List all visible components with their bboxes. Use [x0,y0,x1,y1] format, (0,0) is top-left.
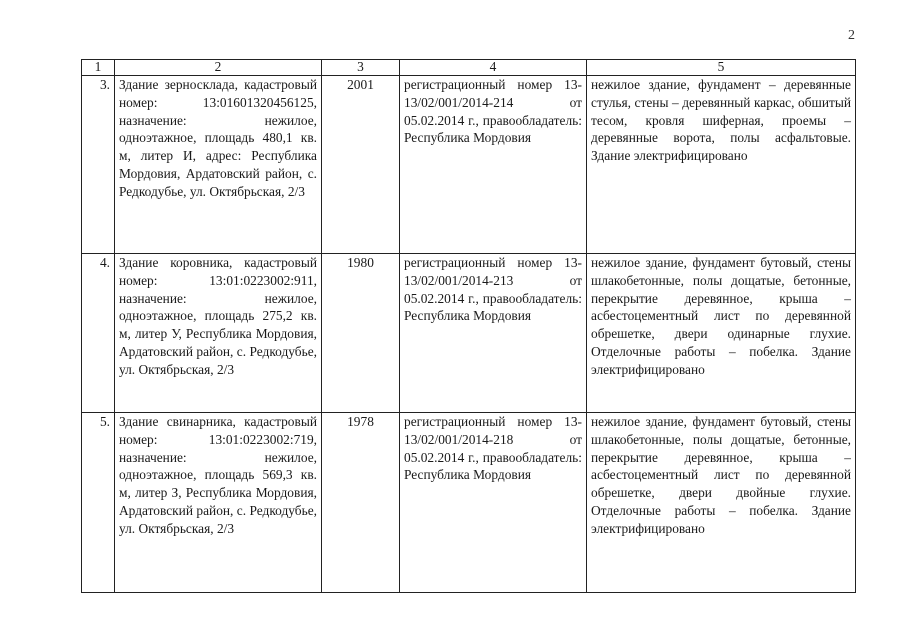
column-header-2: 2 [115,60,322,76]
registration-info: регистрационный номер 13-13/02/001/2014-218 от 05.02.2014 г., правообладатель: Республика Мордовия [400,413,587,593]
page-number: 2 [848,28,855,43]
column-header-5: 5 [587,60,856,76]
table-row [82,76,856,254]
table-row [82,413,856,593]
object-description: Здание коровника, кадастровый номер: 13:01:0223002:911, назначение: нежилое, одноэтажное, площадь 275,2 кв. м, литер У, Республика Мордовия, Ардатовский район, с. Редкодубье, ул. Октябрьская, 2/3 [115,254,322,413]
technical-condition: нежилое здание, фундамент бутовый, стены шлакобетонные, полы дощатые, бетонные, перекрытие деревянное, крыша – асбестоцементный лист по деревянной обрешетке, двери одинарные глухие. Отделочные работы – побелка. Здание электрифицировано [587,254,856,413]
registration-info: регистрационный номер 13-13/02/001/2014-214 от 05.02.2014 г., правообладатель: Республика Мордовия [400,76,587,254]
header-row [82,60,856,76]
build-year: 2001 [322,76,400,254]
build-year: 1978 [322,413,400,593]
column-header-3: 3 [322,60,400,76]
technical-condition: нежилое здание, фундамент бутовый, стены шлакобетонные, полы дощатые, бетонные, перекрытие деревянное, крыша – асбестоцементный лист по деревянной обрешетке, двери двойные глухие. Отделочные работы – побелка. Здание электрифицировано [587,413,856,593]
object-description: Здание свинарника, кадастровый номер: 13:01:0223002:719, назначение: нежилое, одноэтажное, площадь 569,3 кв. м, литер З, Республика Мордовия, Ардатовский район, с. Редкодубье, ул. Октябрьская, 2/3 [115,413,322,593]
table-row [82,254,856,413]
column-header-1: 1 [82,60,115,76]
row-number: 3. [82,76,115,254]
registration-info: регистрационный номер 13-13/02/001/2014-213 от 05.02.2014 г., правообладатель: Республика Мордовия [400,254,587,413]
row-number: 5. [82,413,115,593]
column-header-4: 4 [400,60,587,76]
object-description: Здание зерносклада, кадастровый номер: 13:01601320456125, назначение: нежилое, одноэтажное, площадь 480,1 кв. м, литер И, адрес: Республика Мордовия, Ардатовский район, с. Редкодубье, ул. Октябрьская, 2/3 [115,76,322,254]
build-year: 1980 [322,254,400,413]
row-number: 4. [82,254,115,413]
technical-condition: нежилое здание, фундамент – деревянные стулья, стены – деревянный каркас, обшитый тесом, кровля шиферная, проемы – деревянные ворота, полы асфальтовые. Здание электрифицировано [587,76,856,254]
property-register-table [81,59,856,593]
